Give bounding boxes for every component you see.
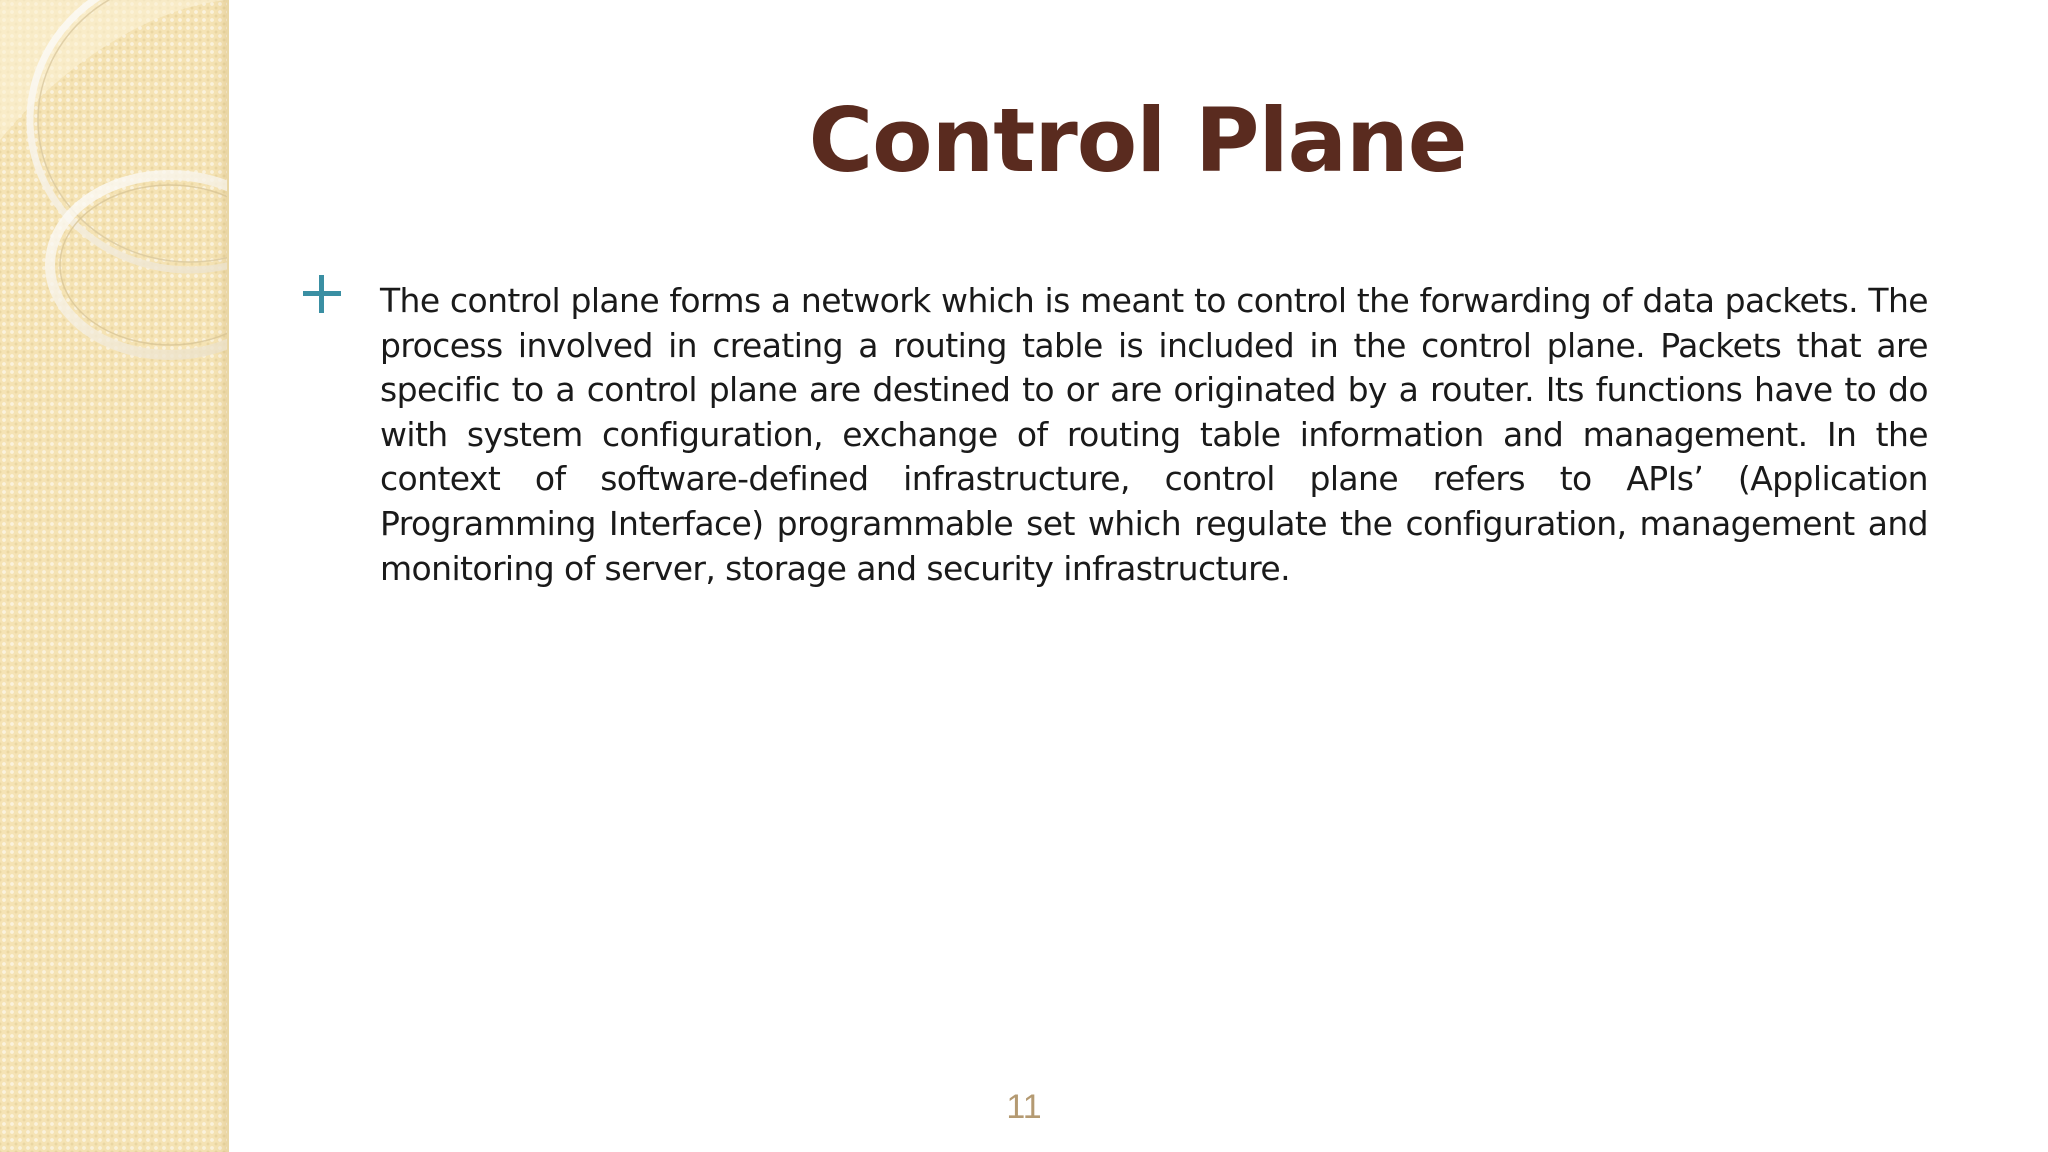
bullet-text: The control plane forms a network which is meant to control the forwarding of data packets. The process involved in creating a routing table is included in the control plane. Packets that are specific to a control plane are destined to or are originated by a router. Its functions have to do with system configuration, exchange of routing table information and management. In the context of software-defined infrastructure, control plane refers to APIs’ (Application Programming Interface) programmable set which regulate the configuration, management and monitoring of server, storage and security infrastructure. bbox=[380, 281, 1928, 588]
slide-title: Control Plane bbox=[808, 89, 1467, 192]
plus-icon bbox=[300, 272, 344, 316]
decorative-sidebar bbox=[0, 0, 229, 1152]
decorative-rings-graphic bbox=[0, 0, 227, 400]
page-number: 11 bbox=[1006, 1088, 1042, 1126]
